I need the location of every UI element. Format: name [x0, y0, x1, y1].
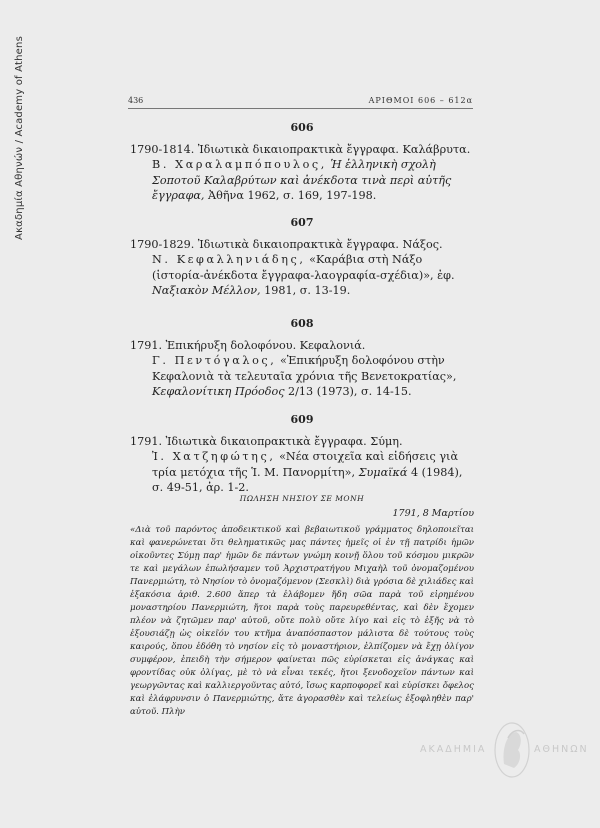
running-title: ΑΡΙΘΜΟΙ 606 – 612α [368, 96, 473, 105]
archive-stamp: Ακαδημία Αθηνών / Academy of Athens [14, 36, 25, 240]
entry-citation: 1981, σ. 13-19. [264, 284, 351, 297]
entry-article: «Ἐπικήρυξη δολοφόνου στὴν Κεφαλονιὰ τὰ τελευταῖα χρόνια τῆς Βενετοκρατίας», [152, 354, 457, 383]
entry-heading: 1791. Ἐπικήρυξη δολοφόνου. Κεφαλονιά. [130, 338, 366, 352]
document-date: 1791, 8 Μαρτίου [392, 508, 474, 519]
entry-work-title: Ναξιακὸν Μέλλον, [152, 284, 261, 297]
entry-author: Ν. Κεφαλληνιάδης, [152, 253, 306, 266]
entry-heading: 1790-1829. Ἰδιωτικὰ δικαιοπρακτικὰ ἔγγραφα. Νάξος. [130, 237, 443, 251]
entry-reference [152, 157, 474, 204]
entry-author: Γ. Πεντόγαλος, [152, 354, 277, 367]
entry-citation: Ἀθῆνα 1962, σ. 169, 197-198. [208, 189, 377, 202]
entry-609 [130, 412, 474, 496]
entry-number: 609 [290, 413, 314, 426]
entry-heading: 1790-1814. Ἰδιωτικὰ δικαιοπρακτικὰ ἔγγραφα. Καλάβρυτα. [130, 142, 471, 156]
entry-reference [152, 353, 474, 400]
entry-reference [152, 449, 474, 496]
document-text: «Διὰ τοῦ παρόντος ἀποδεικτικοῦ καὶ βεβαιωτικοῦ γράμματος δηλοποιεῖται καὶ φανερώνεται ὅτι θεληματικῶς μας πάντες ἡμεῖς οἱ ἐν τῇ πατρίδι ἡμῶν οἰκοῦντες Σύμῃ παρ' ἡμῶν δε πάντων γνώμη κοινῇ ὅλου τοῦ κόσμου μικρῶν τε καὶ μεγάλων ἐπωλήσαμεν τοῦ Ἀρχιστρατήγου Μιχαὴλ τοῦ ὀνομαζομένου Πανερμιώτη, τὸ Νησίον τὸ ὀνομαζόμενον (Σεσκλὶ) διὰ γρόσια δὲ χιλιάδες καὶ ἑξακόσια ἀριθ. 2.600 ἅπερ τὰ ἐλάβομεν ἤδη σῶα παρὰ τοῦ εἰρημένου μοναστηρίου Πανερμιώτη, ἤτοι παρὰ τοὺς παρευρεθέντας, καὶ δὲν ἔχομεν πλέον νὰ ζητῶμεν παρ' αὐτοῦ, οὔτε πολὺ οὔτε λίγο καὶ εἰς τὸ ἑξῆς νὰ τὸ ἐξουσιάζῃ ὡς οἰκεῖόν του κτῆμα ἀναπόσπαστον μάλιστα δὲ τούτους τοὺς καιρούς, ὅπου ἐδόθη τὸ νησίον εἰς τὸ μοναστήριον, ἐλπίζομεν νὰ ἔχῃ ὀλίγον συμφέρον, ἐπειδὴ τὴν σήμερον φαίνεται πῶς εὑρίσκεται εἰς ἀνάγκας καὶ φροντίδας οὐκ ὀλίγας, μὲ τὸ νὰ εἶναι τεκές, ἤτοι ξενοδοχεῖον πάντων καὶ γεωργῶντας καὶ καλλιεργοῦντας αὐτό, ἴσως καρποφορεῖ καὶ εὑρίσκει ὄφελος καὶ ἐλάφρυνσιν ὁ Πανερμιώτης, ἅτε ἀγορασθὲν καὶ τελείως ἐξοφληθὲν παρ' αὐτοῦ. Πλὴν [130, 525, 474, 717]
entry-reference [152, 252, 474, 299]
entry-606 [130, 120, 474, 204]
entry-heading: 1791. Ἰδιωτικὰ δικαιοπρακτικὰ ἔγγραφα. Σύμη. [130, 434, 403, 448]
page-number: 436 [128, 96, 144, 105]
header-rule [128, 108, 473, 109]
entry-citation: 4 (1984), σ. 49-51, ἀρ. 1-2. [152, 465, 463, 494]
watermark-right-text: ΑΘΗΝΩΝ [534, 744, 589, 755]
academy-watermark [420, 720, 600, 780]
entry-work-title: Κεφαλονίτικη Πρόοδος [152, 385, 285, 398]
entry-number: 608 [290, 317, 314, 330]
entry-work-title: Συμαϊκά [358, 465, 408, 479]
watermark-left-text: ΑΚΑΔΗΜΙΑ [420, 744, 487, 755]
document-title: ΠΩΛΗΣΗ ΝΗΣΙΟΥ ΣΕ ΜΟΝΗ [239, 494, 365, 503]
entry-number: 607 [290, 216, 314, 229]
entry-author: Β. Χαραλαμπόπουλος, [152, 158, 327, 171]
entry-article: «Νέα στοιχεῖα καὶ εἰδήσεις γιὰ τρία μετόχια τῆς Ἱ. Μ. Πανορμίτη», [152, 450, 459, 479]
entry-article: «Καράβια στὴ Νάξο (ἱστορία-ἀνέκδοτα ἔγγραφα-λαογραφία-σχέδια)», ἐφ. [152, 253, 455, 282]
entry-608 [130, 316, 474, 400]
athena-seal-icon [492, 720, 532, 780]
entry-author: Ἰ. Χατζηφώτης, [152, 450, 276, 463]
entry-work-title: Ἡ ἑλληνικὴ σχολὴ Σοποτοῦ Καλαβρύτων καὶ ἀνέκδοτα τινὰ περὶ αὐτῆς ἔγγραφα, [152, 158, 452, 202]
entry-citation: 2/13 (1973), σ. 14-15. [288, 385, 412, 398]
entry-number: 606 [290, 121, 314, 134]
document-body [130, 524, 474, 719]
entry-607 [130, 215, 474, 299]
